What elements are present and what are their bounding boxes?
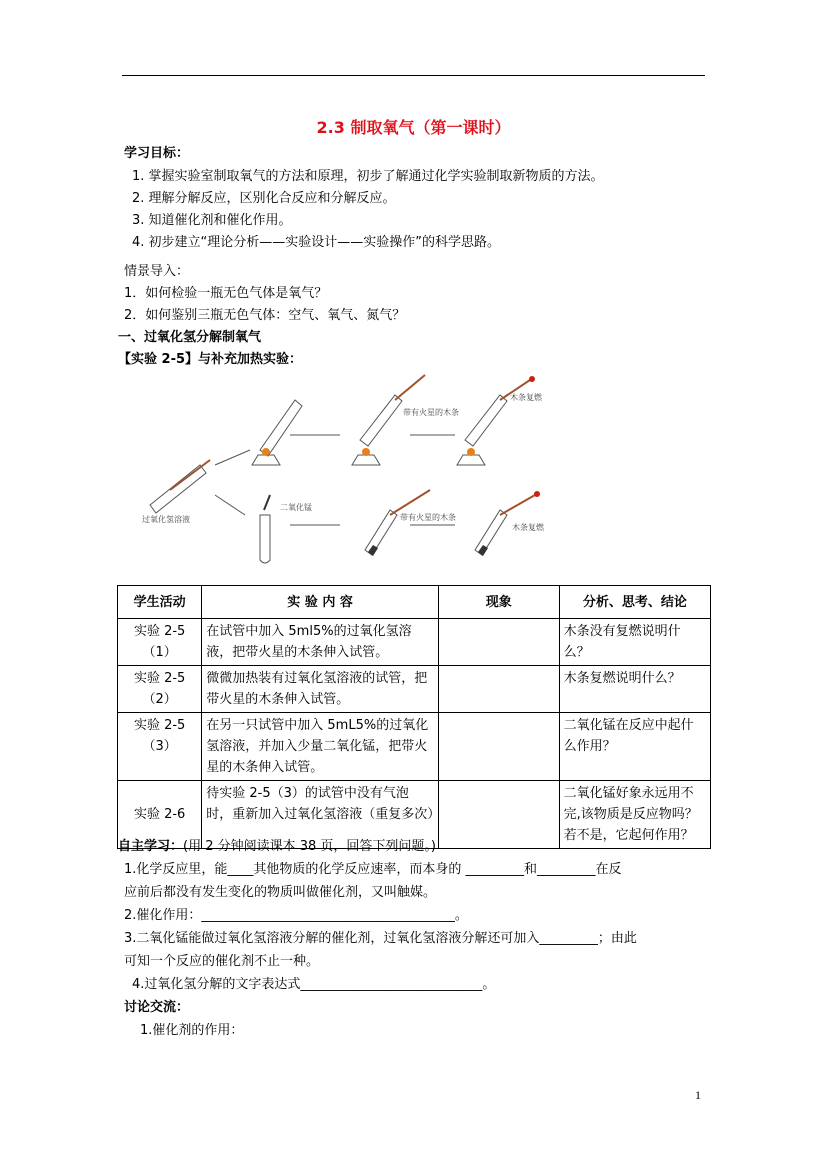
self-study-note: (用 2 分钟阅读课本 38 页，回答下列问题。) [183,839,437,854]
mno2-powder [478,545,488,556]
table-cell: 在试管中加入 5ml5%的过氧化氢溶液，把带火星的木条伸入试管。 [202,619,439,666]
table-cell: 二氧化锰好象永远用不完,该物质是反应物吗？若不是，它起何作用？ [559,781,710,849]
arrow [215,495,245,515]
test-tube [475,510,507,555]
table-header-row [118,586,711,619]
table-header: 学生活动 [118,586,202,619]
table-cell: 木条没有复燃说明什么？ [559,619,710,666]
flame [467,448,475,456]
fig-label: 木条复燃 [510,393,542,402]
question-line: 4.过氧化氢分解的文字表达式____________________________。 [132,977,496,992]
splint [500,495,535,515]
intro-item: 2．如何鉴别三瓶无色气体：空气、氧气、氮气？ [124,308,406,323]
test-tube [150,465,206,513]
arrow [215,450,250,465]
question-line: 应前后都没有发生变化的物质叫做催化剂，又叫触媒。 [124,885,437,900]
table-cell: 实验 2-5（3） [118,713,202,781]
section-heading: 一、过氧化氢分解制氧气 [118,330,262,345]
experiment-table [117,585,711,849]
discussion-heading: 讨论交流： [124,1000,190,1015]
table-cell [438,666,559,713]
fig-label: 过氧化氢溶液 [142,515,190,524]
question-line: 3.二氧化锰能做过氧化氢溶液分解的催化剂，过氧化氢溶液分解还可加入_________；由此 [124,931,637,946]
discussion-question: 1.催化剂的作用： [140,1023,244,1038]
table-cell: 二氧化锰在反应中起什么作用？ [559,713,710,781]
table-cell: 待实验 2-5（3）的试管中没有气泡时，重新加入过氧化氢溶液（重复多次） [202,781,439,849]
objective-item: 3. 知道催化剂和催化作用。 [132,213,292,228]
test-tube [360,395,402,446]
intro-heading: 情景导入： [124,264,190,279]
splint [395,375,425,400]
objective-item: 2. 理解分解反应，区别化合反应和分解反应。 [132,191,396,206]
test-tube [465,395,507,446]
test-tube [260,515,270,563]
fig-label: 带有火星的木条 [403,408,459,417]
table-cell: 在另一只试管中加入 5mL5%的过氧化氢溶液，并加入少量二氧化锰，把带火星的木条伸入试管。 [202,713,439,781]
table-header: 分析、思考、结论 [559,586,710,619]
flame [529,376,535,382]
test-tube [260,400,302,456]
test-tube [365,510,397,555]
table-row [118,713,711,781]
self-study-line [118,838,436,855]
alcohol-lamp [352,455,380,465]
question-line: 1.化学反应里，能____其他物质的化学反应速率，而本身的 _________和_________在反 [124,862,622,877]
experiment-heading: 【实验 2-5】与补充加热实验： [118,352,303,367]
table-header: 现象 [438,586,559,619]
page-number: 1 [695,1088,701,1102]
objective-item: 4. 初步建立“理论分析——实验设计——实验操作”的科学思路。 [132,235,501,250]
table-cell: 实验 2-5（2） [118,666,202,713]
header-rule [122,75,705,76]
fig-label: 带有火星的木条 [400,513,456,522]
table-cell [438,781,559,849]
table-row [118,666,711,713]
fig-label: 木条复燃 [512,523,544,532]
table-cell: 微微加热装有过氧化氢溶液的试管，把带火星的木条伸入试管。 [202,666,439,713]
table-row [118,619,711,666]
mno2-powder [368,545,378,556]
self-study-heading: 自主学习： [118,839,184,854]
intro-item: 1．如何检验一瓶无色气体是氧气？ [124,286,328,301]
table-header: 实 验 内 容 [202,586,439,619]
objective-item: 1. 掌握实验室制取氧气的方法和原理，初步了解通过化学实验制取新物质的方法。 [132,169,604,184]
flame [534,491,540,497]
table-cell [438,713,559,781]
table-cell: 实验 2-6 [118,781,202,849]
spoon [264,495,270,510]
flame [262,448,270,456]
splint [390,490,430,515]
fig-label: 二氧化锰 [280,503,312,512]
question-line: 2.催化作用：_______________________________________。 [124,908,468,923]
alcohol-lamp [252,455,280,465]
alcohol-lamp [457,455,485,465]
question-line: 可知一个反应的催化剂不止一种。 [124,954,320,969]
table-cell [438,619,559,666]
table-cell: 实验 2-5（1） [118,619,202,666]
experiment-illustration [140,370,580,570]
table-cell: 木条复燃说明什么？ [559,666,710,713]
flame [362,448,370,456]
page-title: 2.3 制取氧气（第一课时） [316,118,511,137]
objectives-heading: 学习目标： [124,146,190,161]
